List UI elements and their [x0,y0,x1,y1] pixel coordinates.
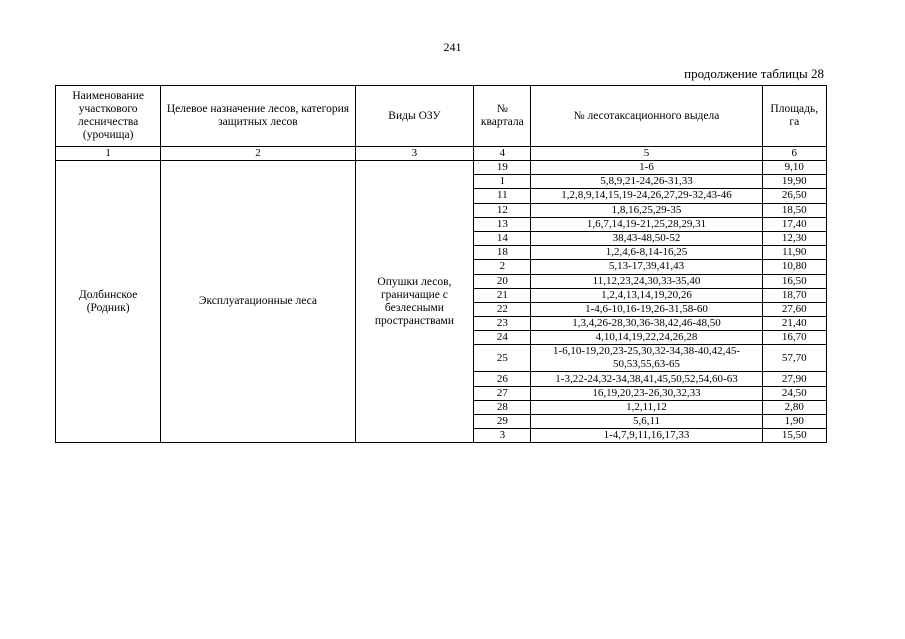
area-cell: 21,40 [762,317,826,331]
quarter-cell: 3 [474,429,531,443]
area-cell: 9,10 [762,161,826,175]
plots-cell: 16,19,20,23-26,30,32,33 [531,386,762,400]
plots-cell: 11,12,23,24,30,33-35,40 [531,274,762,288]
header-forestry: Наименование участкового лесничества (урочища) [56,86,161,147]
quarter-cell: 26 [474,372,531,386]
area-cell: 15,50 [762,429,826,443]
quarter-cell: 1 [474,175,531,189]
area-cell: 16,70 [762,331,826,345]
header-ozu-type: Виды ОЗУ [355,86,474,147]
quarter-cell: 11 [474,189,531,203]
table-row [56,161,827,175]
table-header-row [56,86,827,147]
column-number: 1 [56,147,161,161]
plots-cell: 1-3,22-24,32-34,38,41,45,50,52,54,60-63 [531,372,762,386]
area-cell: 17,40 [762,217,826,231]
header-quarter: № квартала [474,86,531,147]
area-cell: 18,50 [762,203,826,217]
area-cell: 57,70 [762,345,826,372]
plots-cell: 1,6,7,14,19-21,25,28,29,31 [531,217,762,231]
quarter-cell: 2 [474,260,531,274]
area-cell: 27,90 [762,372,826,386]
area-cell: 10,80 [762,260,826,274]
quarter-cell: 13 [474,217,531,231]
area-cell: 27,60 [762,302,826,316]
column-number: 3 [355,147,474,161]
quarter-cell: 24 [474,331,531,345]
quarter-cell: 12 [474,203,531,217]
plots-cell: 5,13-17,39,41,43 [531,260,762,274]
plots-cell: 38,43-48,50-52 [531,231,762,245]
quarter-cell: 18 [474,246,531,260]
area-cell: 11,90 [762,246,826,260]
quarter-cell: 27 [474,386,531,400]
plots-cell: 1-6 [531,161,762,175]
header-purpose: Целевое назначение лесов, категория защитных лесов [161,86,355,147]
column-number: 2 [161,147,355,161]
quarter-cell: 22 [474,302,531,316]
quarter-cell: 28 [474,400,531,414]
purpose-cell: Эксплуатационные леса [161,161,355,443]
ozu-type-cell: Опушки лесов, граничащие с безлесными пространствами [355,161,474,443]
area-cell: 1,90 [762,415,826,429]
area-cell: 18,70 [762,288,826,302]
header-plot: № лесотаксационного выдела [531,86,762,147]
plots-cell: 1-4,7,9,11,16,17,33 [531,429,762,443]
plots-cell: 4,10,14,19,22,24,26,28 [531,331,762,345]
forest-plots-table [55,85,827,443]
quarter-cell: 14 [474,231,531,245]
quarter-cell: 20 [474,274,531,288]
header-area: Площадь, га [762,86,826,147]
plots-cell: 1,2,8,9,14,15,19-24,26,27,29-32,43-46 [531,189,762,203]
quarter-cell: 29 [474,415,531,429]
column-number: 6 [762,147,826,161]
plots-cell: 5,6,11 [531,415,762,429]
plots-cell: 5,8,9,21-24,26-31,33 [531,175,762,189]
plots-cell: 1,3,4,26-28,30,36-38,42,46-48,50 [531,317,762,331]
table-continuation-label: продолжение таблицы 28 [684,66,824,81]
plots-cell: 1-4,6-10,16-19,26-31,58-60 [531,302,762,316]
column-number-row [56,147,827,161]
area-cell: 19,90 [762,175,826,189]
plots-cell: 1,8,16,25,29-35 [531,203,762,217]
area-cell: 16,50 [762,274,826,288]
quarter-cell: 19 [474,161,531,175]
page-number: 241 [443,40,462,54]
area-cell: 26,50 [762,189,826,203]
quarter-cell: 23 [474,317,531,331]
plots-cell: 1-6,10-19,20,23-25,30,32-34,38-40,42,45-50,53,55,63-65 [531,345,762,372]
column-number: 4 [474,147,531,161]
column-number: 5 [531,147,762,161]
area-cell: 24,50 [762,386,826,400]
plots-cell: 1,2,4,13,14,19,20,26 [531,288,762,302]
plots-cell: 1,2,4,6-8,14-16,25 [531,246,762,260]
forestry-name-cell: Долбинское (Родник) [56,161,161,443]
quarter-cell: 21 [474,288,531,302]
plots-cell: 1,2,11,12 [531,400,762,414]
area-cell: 2,80 [762,400,826,414]
area-cell: 12,30 [762,231,826,245]
quarter-cell: 25 [474,345,531,372]
